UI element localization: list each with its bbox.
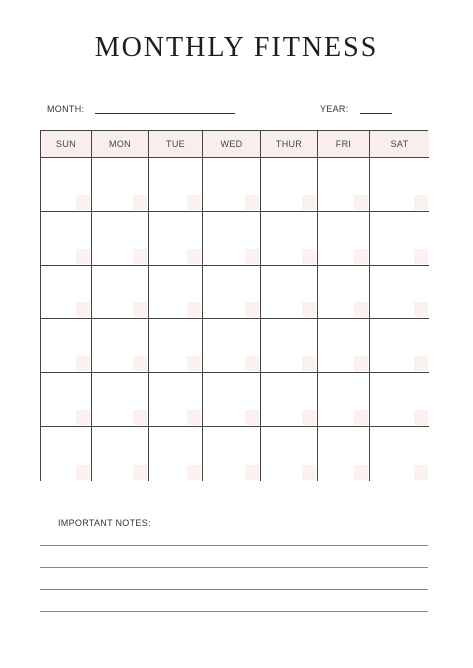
day-header-thur: THUR — [261, 131, 318, 158]
day-cell[interactable] — [261, 212, 318, 266]
day-cell[interactable] — [203, 373, 261, 427]
day-cell[interactable] — [261, 319, 318, 373]
day-cell[interactable] — [370, 212, 429, 266]
date-number-box — [133, 465, 147, 480]
date-number-box — [187, 465, 201, 480]
day-header-tue: TUE — [149, 131, 203, 158]
date-number-box — [187, 356, 201, 371]
date-number-box — [76, 356, 90, 371]
day-cell[interactable] — [41, 266, 92, 320]
date-number-box — [302, 356, 316, 371]
day-cell[interactable] — [261, 158, 318, 212]
day-cell[interactable] — [318, 158, 370, 212]
day-cell[interactable] — [370, 373, 429, 427]
date-number-box — [302, 302, 316, 317]
day-cell[interactable] — [92, 373, 149, 427]
note-line[interactable] — [40, 545, 428, 546]
date-number-box — [354, 356, 368, 371]
date-number-box — [354, 249, 368, 264]
day-header-sat: SAT — [370, 131, 429, 158]
year-label: YEAR: — [320, 104, 349, 114]
date-number-box — [414, 465, 428, 480]
date-number-box — [187, 249, 201, 264]
date-number-box — [245, 195, 259, 210]
date-number-box — [187, 195, 201, 210]
day-cell[interactable] — [203, 158, 261, 212]
date-number-box — [133, 195, 147, 210]
day-cell[interactable] — [370, 266, 429, 320]
date-number-box — [354, 195, 368, 210]
date-number-box — [245, 302, 259, 317]
day-cell[interactable] — [149, 373, 203, 427]
day-cell[interactable] — [370, 427, 429, 481]
date-number-box — [133, 302, 147, 317]
year-field-line[interactable] — [360, 113, 392, 114]
day-cell[interactable] — [203, 212, 261, 266]
date-number-box — [245, 465, 259, 480]
day-cell[interactable] — [203, 266, 261, 320]
day-cell[interactable] — [318, 266, 370, 320]
date-number-box — [354, 465, 368, 480]
date-number-box — [133, 356, 147, 371]
day-header-sun: SUN — [41, 131, 92, 158]
date-number-box — [354, 302, 368, 317]
day-cell[interactable] — [203, 319, 261, 373]
day-cell[interactable] — [149, 319, 203, 373]
date-number-box — [133, 410, 147, 425]
day-cell[interactable] — [261, 373, 318, 427]
day-cell[interactable] — [318, 373, 370, 427]
date-number-box — [76, 302, 90, 317]
day-cell[interactable] — [149, 212, 203, 266]
month-label: MONTH: — [47, 104, 85, 114]
day-cell[interactable] — [41, 212, 92, 266]
note-line[interactable] — [40, 589, 428, 590]
day-cell[interactable] — [261, 266, 318, 320]
note-line[interactable] — [40, 611, 428, 612]
date-number-box — [302, 249, 316, 264]
date-number-box — [76, 249, 90, 264]
day-cell[interactable] — [92, 427, 149, 481]
page-title: MONTHLY FITNESS — [94, 32, 379, 63]
day-cell[interactable] — [41, 319, 92, 373]
note-line[interactable] — [40, 567, 428, 568]
date-number-box — [302, 195, 316, 210]
date-number-box — [414, 410, 428, 425]
calendar-grid — [40, 130, 428, 481]
date-number-box — [76, 195, 90, 210]
day-cell[interactable] — [149, 266, 203, 320]
day-header-mon: MON — [92, 131, 149, 158]
month-field-line[interactable] — [95, 113, 235, 114]
date-number-box — [187, 410, 201, 425]
notes-label: IMPORTANT NOTES: — [58, 518, 151, 528]
date-number-box — [414, 356, 428, 371]
day-cell[interactable] — [318, 427, 370, 481]
day-cell[interactable] — [149, 427, 203, 481]
date-number-box — [76, 410, 90, 425]
day-cell[interactable] — [149, 158, 203, 212]
day-cell[interactable] — [41, 427, 92, 481]
date-number-box — [245, 410, 259, 425]
date-number-box — [414, 302, 428, 317]
day-cell[interactable] — [318, 212, 370, 266]
date-number-box — [245, 356, 259, 371]
day-cell[interactable] — [41, 373, 92, 427]
day-cell[interactable] — [370, 319, 429, 373]
day-cell[interactable] — [318, 319, 370, 373]
date-number-box — [76, 465, 90, 480]
day-cell[interactable] — [41, 158, 92, 212]
day-cell[interactable] — [370, 158, 429, 212]
day-cell[interactable] — [203, 427, 261, 481]
day-cell[interactable] — [92, 266, 149, 320]
day-cell[interactable] — [92, 212, 149, 266]
date-number-box — [414, 195, 428, 210]
date-number-box — [354, 410, 368, 425]
date-number-box — [245, 249, 259, 264]
day-cell[interactable] — [92, 158, 149, 212]
day-cell[interactable] — [92, 319, 149, 373]
date-number-box — [302, 410, 316, 425]
date-number-box — [302, 465, 316, 480]
day-header-wed: WED — [203, 131, 261, 158]
date-number-box — [414, 249, 428, 264]
date-number-box — [187, 302, 201, 317]
day-header-fri: FRI — [318, 131, 370, 158]
day-cell[interactable] — [261, 427, 318, 481]
date-number-box — [133, 249, 147, 264]
